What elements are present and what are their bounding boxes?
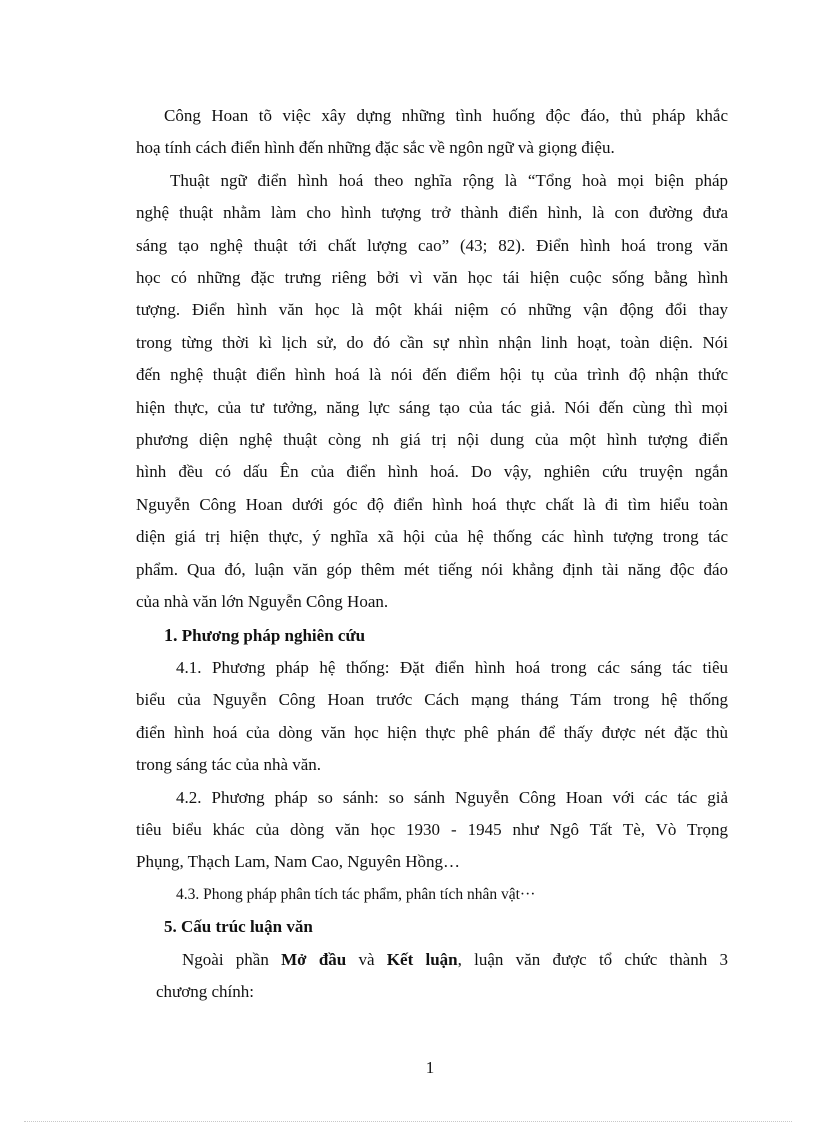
paragraph2-line-14: của nhà văn lớn Nguyễn Công Hoan.: [136, 592, 389, 612]
paragraph2-line-5: tượng. Điển hình văn học là một khái niệm có những vận động đổi thay: [136, 300, 728, 320]
paragraph2-line-12: diện giá trị hiện thực, ý nghĩa xã hội của hệ thống các hình tượng trong tác: [136, 527, 728, 547]
structure-line-2: chương chính:: [156, 981, 254, 1001]
section-heading-methods: [136, 619, 728, 652]
page-number: 1: [425, 1058, 435, 1077]
method2-line-1: 4.2. Phương pháp so sánh: so sánh Nguyễn Công Hoan với các tác giả: [176, 787, 728, 807]
method1-line-3: điển hình hoá của dòng văn học hiện thực phê phán để thấy được nét đặc thù: [136, 722, 728, 742]
method3-line: 4.3. Phong pháp phân tích tác phẩm, phân tích nhân vật···: [176, 885, 536, 903]
paragraph2-line-13: phẩm. Qua đó, luận văn góp thêm mét tiếng nói khẳng định tài năng độc đáo: [136, 559, 728, 579]
structure-suffix: , luận văn được tổ chức thành 3: [457, 949, 729, 969]
page-bottom-rule: [24, 1121, 792, 1122]
structure-line-1: [136, 944, 728, 976]
method1-line-4: trong sáng tác của nhà văn.: [136, 755, 322, 775]
document-body: [136, 100, 728, 1008]
structure-mid: và: [346, 949, 387, 969]
intro-line-2: hoạ tính cách điển hình đến những đặc sắc về ngôn ngữ và giọng điệu.: [136, 138, 615, 158]
paragraph2-line-6: trong từng thời kì lịch sử, do đó cần sự nhìn nhận linh hoạt, toàn diện. Nói: [136, 332, 728, 352]
paragraph2-line-7: đến nghệ thuật điển hình hoá là nói đến điểm hội tụ của trình độ nhận thức: [136, 365, 728, 385]
method2-line-2: tiêu biểu khác của dòng văn học 1930 - 1945 như Ngô Tất Tè, Vò Trọng: [136, 819, 728, 839]
paragraph2-line-2: nghệ thuật nhằm làm cho hình tượng trở thành điển hình, là con đường đưa: [136, 203, 728, 223]
section-heading-number: 1.: [164, 624, 178, 645]
method2-line-3: Phụng, Thạch Lam, Nam Cao, Nguyên Hồng…: [136, 852, 461, 872]
paragraph2-line-3: sáng tạo nghệ thuật tới chất lượng cao” (43; 82). Điển hình hoá trong văn: [136, 235, 728, 255]
structure-bold-conclusion: Kết luận: [386, 949, 458, 969]
method1-line-2: biểu của Nguyễn Công Hoan trước Cách mạng tháng Tám trong hệ thống: [136, 690, 728, 710]
paragraph2-line-1: Thuật ngữ điển hình hoá theo nghĩa rộng là “Tổng hoà mọi biện pháp: [170, 170, 728, 190]
intro-line-1: Công Hoan tõ việc xây dựng những tình huống độc đáo, thủ pháp khắc: [164, 106, 728, 125]
section-heading-structure: 5. Cấu trúc luận văn: [164, 917, 313, 937]
paragraph2-line-8: hiện thực, của tư tưởng, năng lực sáng tạo của tác giả. Nói đến cùng thì mọi: [136, 397, 728, 417]
paragraph2-line-11: Nguyễn Công Hoan dưới góc độ điển hình hoá thực chất là đi tìm hiểu toàn: [136, 494, 728, 514]
structure-bold-intro: Mở đầu: [281, 949, 347, 969]
section-heading-text: Phương pháp nghiên cứu: [181, 625, 366, 645]
method1-line-1: 4.1. Phương pháp hệ thống: Đặt điển hình hoá trong các sáng tác tiêu: [176, 657, 728, 677]
structure-prefix: Ngoài phần: [182, 949, 282, 969]
paragraph2-line-4: học có những đặc trưng riêng bởi vì văn học tái hiện cuộc sống bằng hình: [136, 268, 728, 288]
paragraph2-line-9: phương diện nghệ thuật còng nh giá trị nội dung của một hình tượng điển: [136, 430, 728, 450]
paragraph2-line-10: hình đều có dấu Ên của điển hình hoá. Do vậy, nghiên cứu truyện ngắn: [136, 462, 728, 482]
